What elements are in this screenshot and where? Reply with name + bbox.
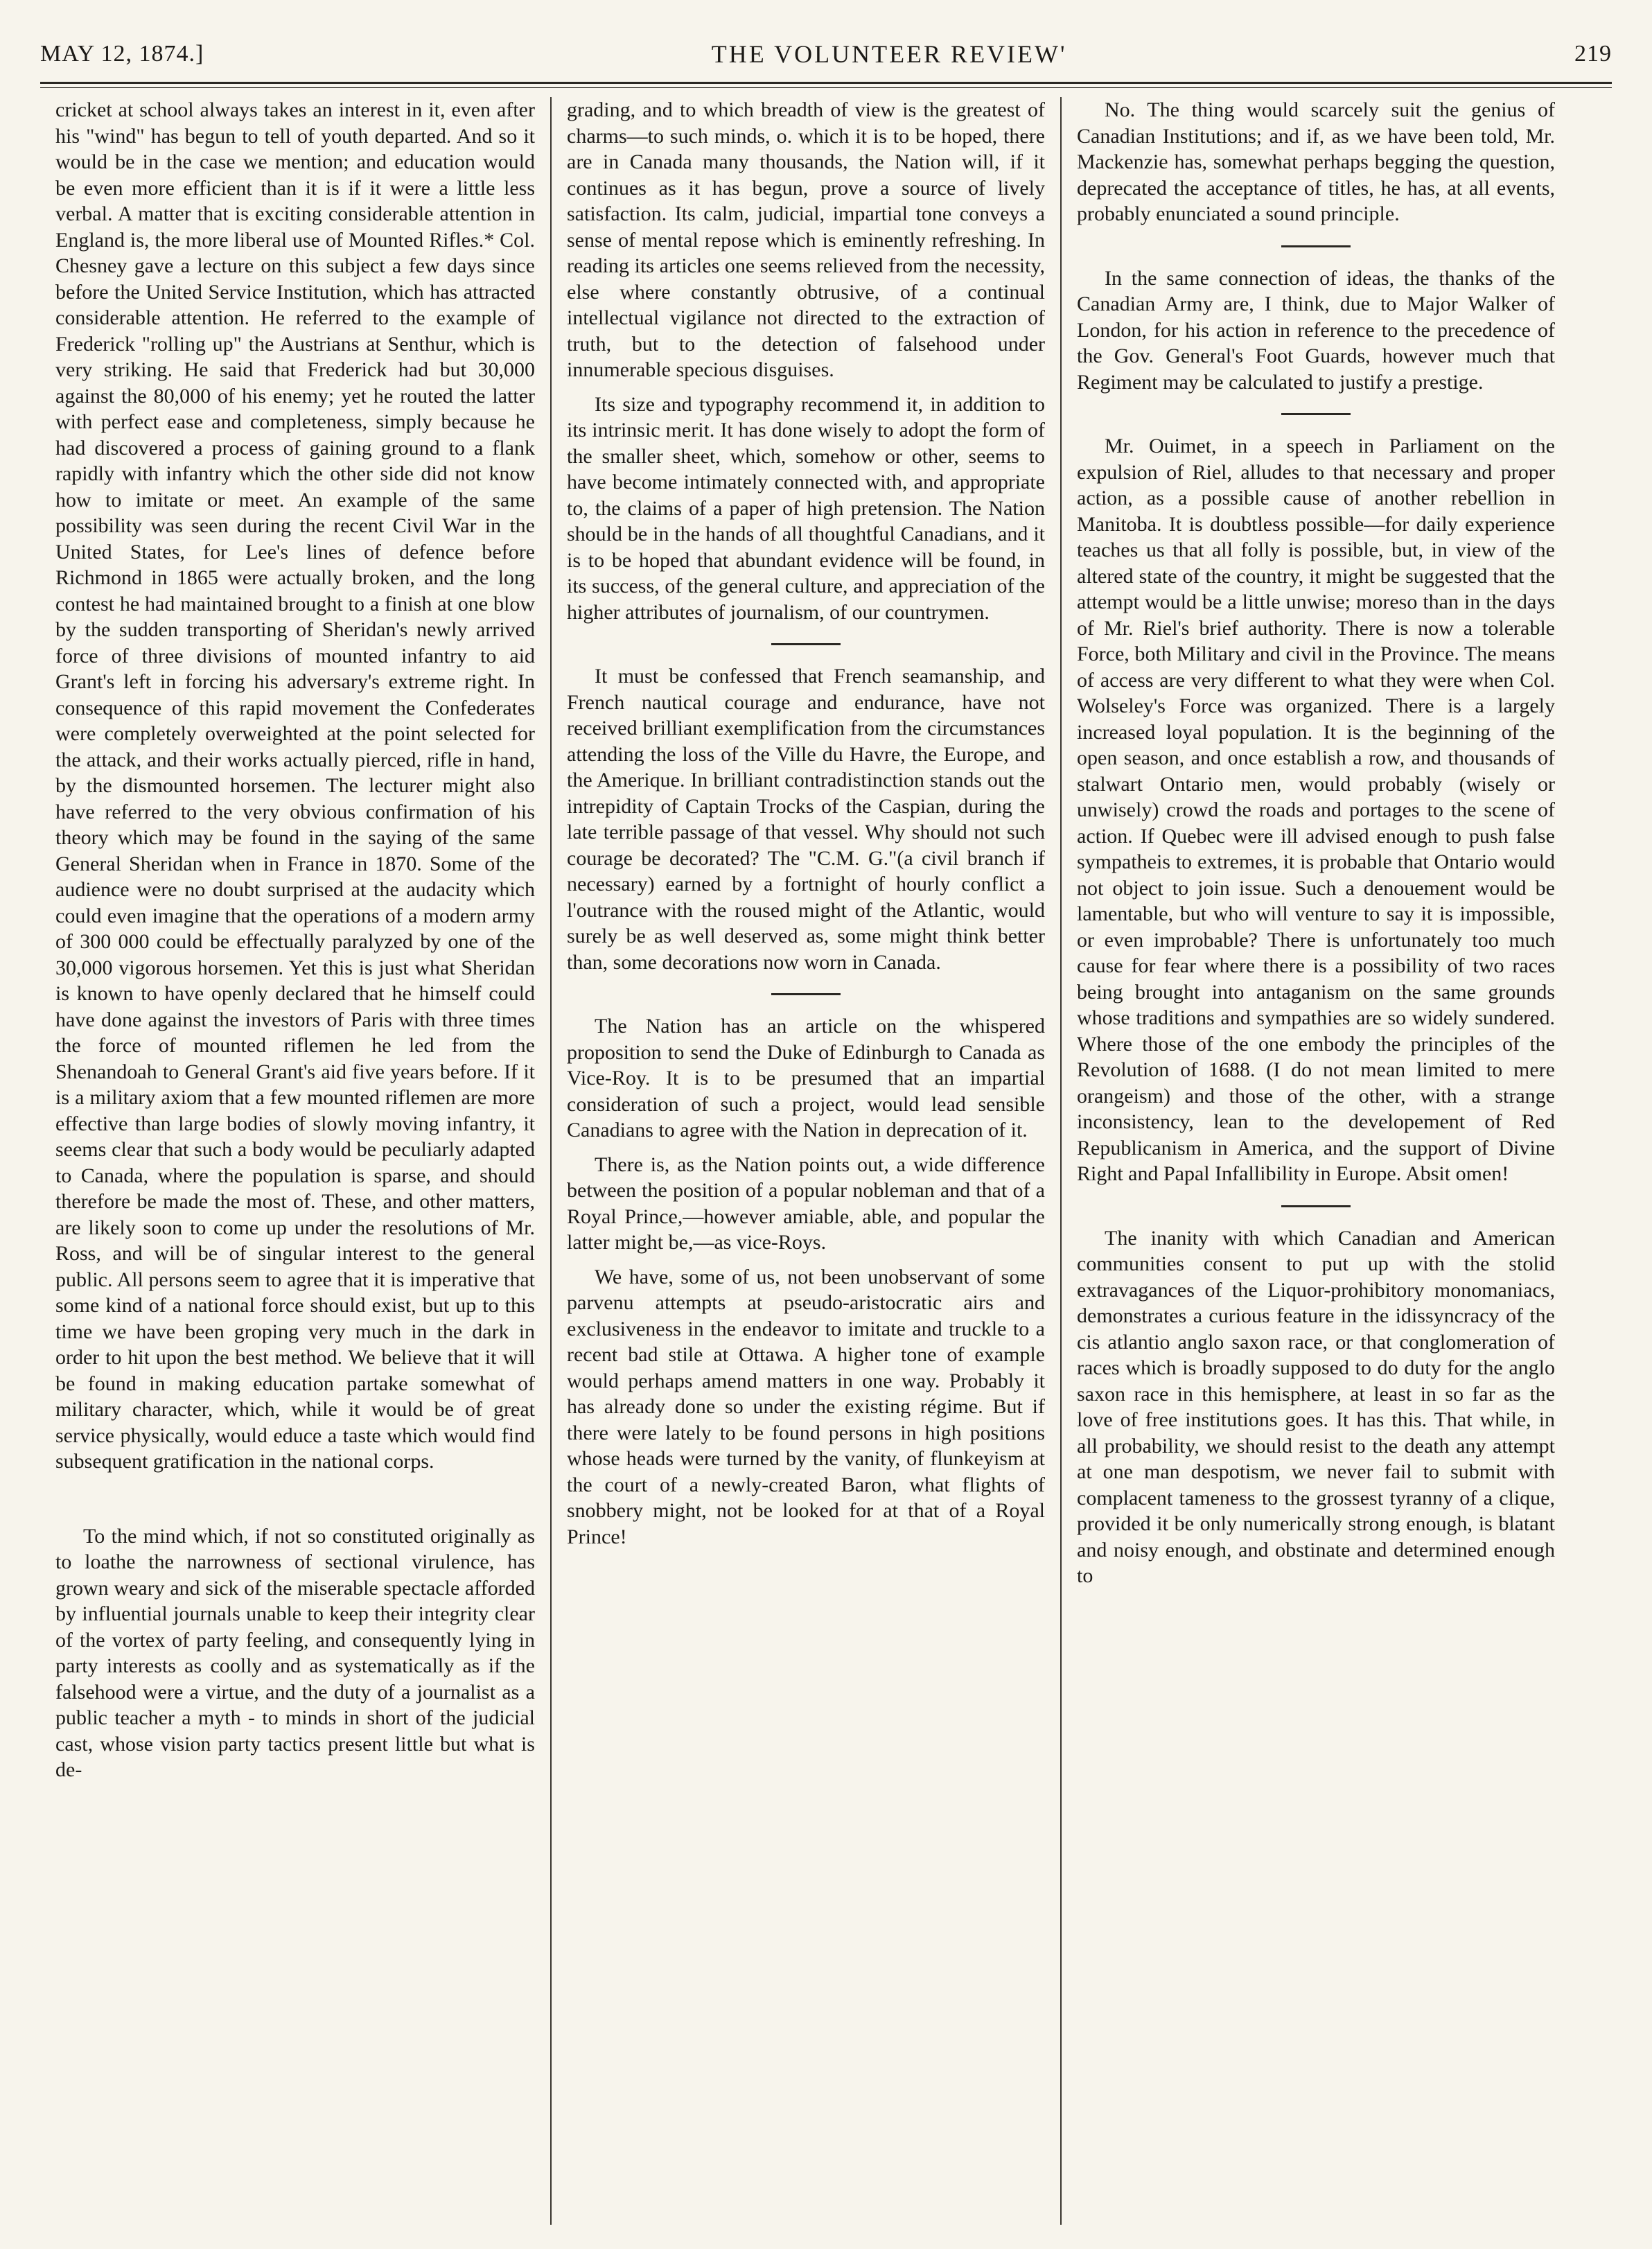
paragraph: There is, as the Nation points out, a wide difference between the position of a popular nobleman and that of a Royal Prince,—however amiable, able, and popular the latter might be,—as vice-Roys. (567, 1153, 1045, 1254)
paragraph: The Nation has an article on the whispered proposition to send the Duke of Edinburgh to Canada as Vice-Roy. It is to be presumed that an impartial consideration of such a project, would lead sensible Canadians to agree with the Nation in deprecation of it. (567, 1015, 1045, 1141)
paragraph: We have, some of us, not been unobservant of some parvenu attempts at pseudo-aristocratic airs and exclusiveness in the endeavor to imitate and truckle to a recent bad stile at Ottawa. A higher tone of example would perhaps amend matters in one way. Probably it has already done so under the existing régime. But if there were lately to be found persons in high positions whose heads were turned by the vanity, of flunkeyism at the court of a newly-created Baron, what flights of snobbery might, not be looked for at that of a Royal Prince! (567, 1265, 1045, 1548)
paragraph: Its size and typography recommend it, in addition to its intrinsic merit. It has done wisely to adopt the form of the smaller sheet, which, somehow or other, seems to have become intimately connected with, and appropriate to, the claims of a paper of high pretension. The Nation should be in the hands of all thoughtful Canadians, and it is to be hoped that abundant evidence will be found, in its success, of the general culture, and appreciation of the higher attributes of journalism, of our countrymen. (567, 392, 1045, 624)
section-divider (1281, 1205, 1351, 1207)
paragraph: No. The thing would scarcely suit the genius of Canadian Institutions; and if, as we have been told, Mr. Mackenzie has, somewhat perhaps begging the question, deprecated the acceptance of titles, he has, at all events, probably enunciated a sound principle. (1077, 98, 1555, 225)
column-3 (1060, 97, 1570, 2225)
page-header (40, 33, 1612, 75)
spacer (55, 1475, 535, 1523)
paragraph: The inanity with which Canadian and American communities consent to put up with the stolid extravagances of the Liquor-prohibitory monomaniacs, demonstrates a curious feature in the idissyncracy of the cis atlantio anglo saxon race, or that conglomeration of races which is broadly supposed to do duty for the anglo saxon race in this hemisphere, at least in so far as the love of free institutions goes. It has this. That while, in all probability, we should resist to the death any attempt at one man despotism, we never fail to submit with complacent tameness to the grossest tyranny of a clique, provided it be only numerically strong enough, is blatant and noisy enough, and obstinate and determined enough to (1077, 1226, 1555, 1587)
column-1 (40, 97, 550, 2225)
text-columns (40, 97, 1612, 2225)
column-2 (550, 97, 1060, 2225)
paragraph: It must be confessed that French seamanship, and French nautical courage and endurance, have not received brilliant exemplification from the circumstances attending the loss of the Ville du Havre, the Europe, and the Amerique. In brilliant contradistinction stands out the intrepidity of Captain Trocks of the Caspian, during the late terrible passage of that vessel. Why should not such courage be decorated? The "C.M. G."(a civil branch if necessary) earned by a fortnight of hourly conflict a l'outrance with the roused might of the Atlantic, would surely be as well deserved as, some might think better than, some decorations now worn in Canada. (567, 665, 1045, 974)
header-rule (40, 82, 1612, 84)
paragraph: In the same connection of ideas, the thanks of the Canadian Army are, I think, due to Major Walker of London, for his action in reference to the precedence of the Gov. General's Foot Guards, however much that Regiment may be calculated to justify a prestige. (1077, 266, 1555, 394)
page-number: 219 (1574, 41, 1612, 67)
issue-date: MAY 12, 1874.] (40, 41, 204, 67)
paragraph: Mr. Ouimet, in a speech in Parliament on the expulsion of Riel, alludes to that necessary and proper action, as a possible cause of another rebellion in Manitoba. It is doubtless possible—for daily experience teaches us that all folly is possible, but, in view of the altered state of the country, it might be suggested that the attempt would be a little unwise; moreso than in the days of Mr. Riel's brief authority. There is now a tolerable Force, both Military and civil in the Province. The means of access are very different to what they were when Col. Wolseley's Force was organized. There is a largely increased loyal population. It is the beginning of the open season, and once establish a row, and thousands of stalwart Ontario men, would probably (wisely or unwisely) crowd the roads and portages to the scene of action. If Quebec were ill advised enough to push false sympatheis to extremes, it is probable that Ontario would not object to join issue. Such a denouement would be lamentable, but who will venture to say it is impossible, or even improbable? There is unfortunately too much cause for fear where there is a possibility of two races being brought into antaganism on the same grounds whose traditions and sympathies are so widely sundered. Where those of the one embody the principles of the Revolution of 1688. (I do not mean limited to mere orangeism) and those of the other, with a strange inconsistency, lean to the developement of Red Republicanism in America, and the support of Divine Right and Papal Infallibility in Europe. Absit omen! (1077, 435, 1555, 1185)
paragraph: grading, and to which breadth of view is the greatest of charms—to such minds, o. which it is to be hoped, there are in Canada many thousands, the Nation will, if it continues as it has begun, prove a source of lively satisfaction. Its calm, judicial, impartial tone conveys a sense of mental repose which is eminently refreshing. In reading its articles one seems relieved from the necessity, else where constantly obtrusive, of a continual intellectual vigilance not directed to the extraction of truth, but to the detection of falsehood under innumerable specious disguises. (567, 98, 1045, 381)
paragraph: To the mind which, if not so constituted originally as to loathe the narrowness of sectional virulence, has grown weary and sick of the miserable spectacle afforded by influential journals unable to keep their integrity clear of the vortex of party feeling, and consequently lying in party interests as coolly and as systematically as if the falsehood were a virtue, and the duty of a journalist as a public teacher a myth - to minds in short of the judicial cast, whose vision party tactics present little but what is de- (55, 1524, 535, 1781)
paragraph: cricket at school always takes an interest in it, even after his "wind" has begun to tell of youth departed. And so it would be in the case we mention; and education would be even more efficient than it is if it were a little less verbal. A matter that is exciting considerable attention in England is, the more liberal use of Mounted Rifles.* Col. Chesney gave a lecture on this subject a few days since before the United Service Institution, which has attracted considerable attention. He referred to the example of Frederick "rolling up" the Austrians at Senthur, which is very striking. He said that Frederick had but 30,000 against the 80,000 of his enemy; yet he routed the latter with perfect ease and completeness, simply because he had discovered a process of gaining ground to a flank rapidly with infantry which the other side did not know how to imitate or meet. An example of the same possibility was seen during the recent Civil War in the United States, for Lee's lines of defence before Richmond in 1865 were actually broken, and the long contest he had maintained brought to a finish at one blow by the sudden transporting of Sheridan's newly arrived force of three divisions of mounted infantry to aid Grant's left in forcing his adversary's extreme right. In consequence of this rapid movement the Confederates were completely overweighted at the point selected for the attack, and their works actually pierced, rifle in hand, by the dismounted horsemen. The lecturer might also have referred to the very obvious confirmation of his theory which may be found in the saying of the same General Sheridan when in France in 1870. Some of the audience were no doubt surprised at the audacity which could even imagine that the operations of a modern army of 300 000 could be effectually paralyzed by one of the 30,000 vigorous horsemen. Yet this is just what Sheridan is known to have openly declared that he himself could have done against the investors of Paris with three times the force of mounted riflemen he led from the Shenandoah to General Grant's aid five years before. If it is a military axiom that a few mounted riflemen are more effective than large bodies of slowly moving infantry, it seems clear that such a body would be peculiarly adapted to Canada, where the population is sparse, and should therefore be made the most of. These, and other matters, are likely soon to come up under the resolutions of Mr. Ross, and will be of singular interest to the general public. All persons seem to agree that it is imperative that some kind of a national force should exist, but up to this time we have been groping very much in the dark in order to hit upon the best method. We believe that it will be found in making education partake somewhat of military character, which, while it would be of great service physically, would educe a taste which would find subsequent gratification in the national corps. (55, 98, 535, 1473)
section-divider (1281, 245, 1351, 247)
header-rule-thin (40, 87, 1612, 88)
section-divider (1281, 413, 1351, 415)
section-divider (771, 643, 841, 645)
publication-title: THE VOLUNTEER REVIEW' (711, 40, 1067, 68)
section-divider (771, 993, 841, 995)
